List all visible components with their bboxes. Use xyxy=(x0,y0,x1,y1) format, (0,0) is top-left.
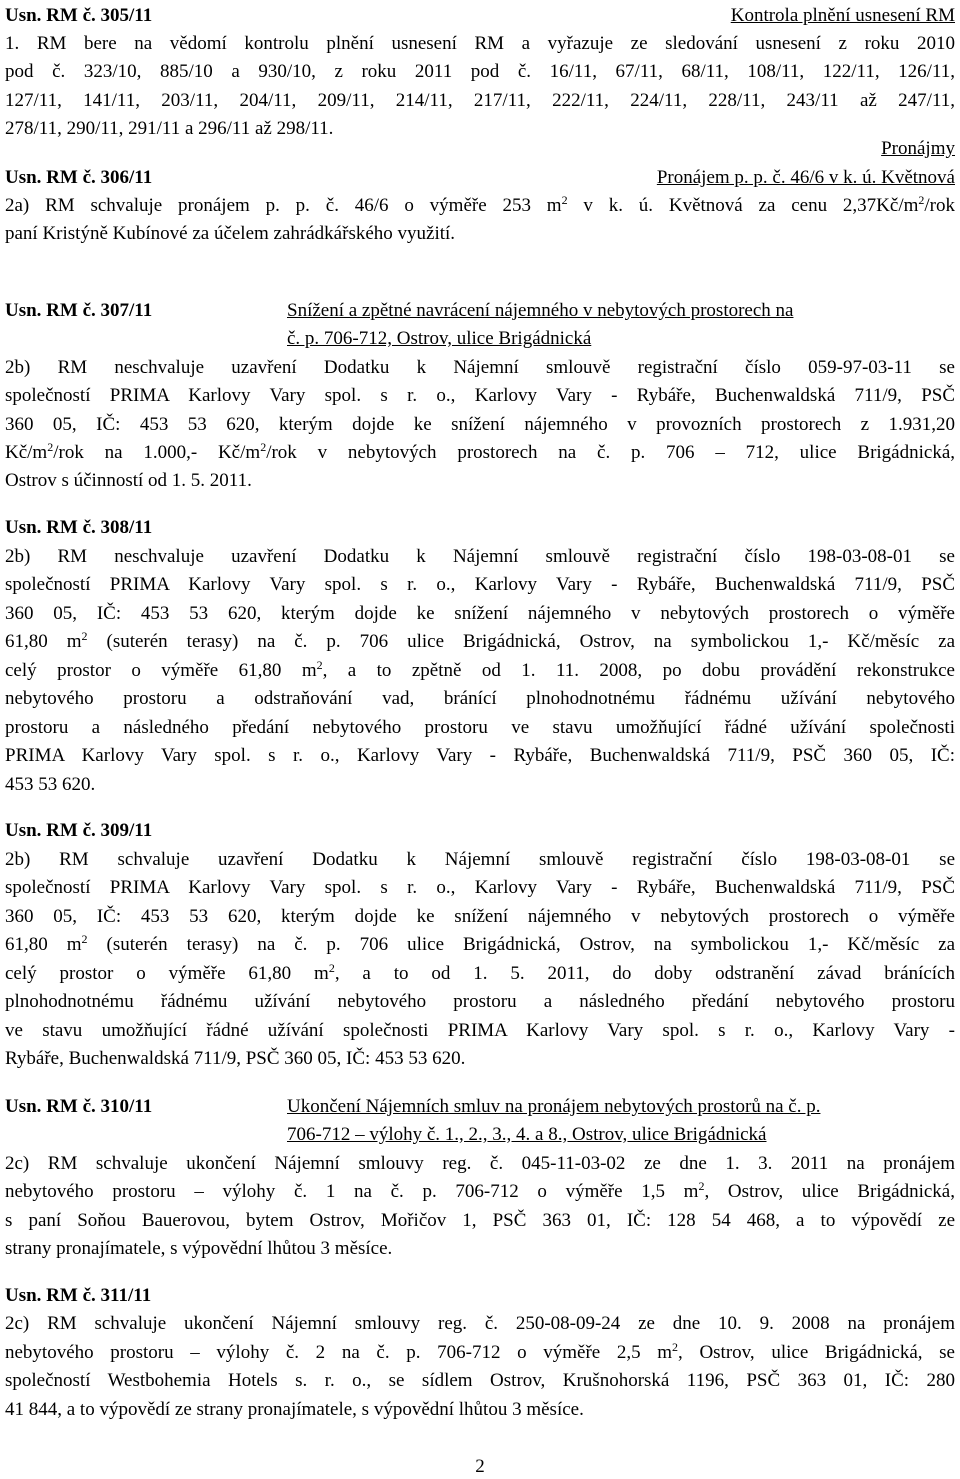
text-line: Ostrov s účinností od 1. 5. 2011. xyxy=(5,470,252,491)
resolution-310-heading xyxy=(5,1093,955,1121)
resolution-number: Usn. RM č. 310/11 xyxy=(5,1096,153,1117)
text-line: společností PRIMA Karlovy Vary spol. s r. o., Karlovy Vary - Rybáře, Buchenwaldská 711/9, PSČ xyxy=(5,385,955,406)
resolution-311-heading xyxy=(5,1282,955,1310)
section-heading xyxy=(5,135,955,163)
text-line: PRIMA Karlovy Vary spol. s r. o., Karlovy Vary - Rybáře, Buchenwaldská 711/9, PSČ 360 05, IČ: xyxy=(5,745,955,766)
resolution-title-cont xyxy=(5,325,955,353)
text-line: paní Kristýně Kubínové za účelem zahrádkářského využití. xyxy=(5,223,456,244)
text-line: pod č. 323/10, 885/10 a 930/10, z roku 2011 pod č. 16/11, 67/11, 68/11, 108/11, 122/11, 126/11, xyxy=(5,61,955,82)
text-line: 278/11, 290/11, 291/11 a 296/11 až 298/11. xyxy=(5,118,334,139)
text-line: 2b) RM schvaluje uzavření Dodatku k Nájemní smlouvě registrační číslo 198-03-08-01 se xyxy=(5,849,955,870)
text-line: nebytového prostoru – výlohy č. 2 na č. p. 706-712 o výměře 2,5 $m^2$, Ostrov, ulice Brigádnická, se xyxy=(5,1340,955,1363)
text-line: 1. RM bere na vědomí kontrolu plnění usnesení RM a vyřazuje ze sledování usnesení z roku 2010 xyxy=(5,33,955,54)
text-line: celý prostor o výměře 61,80 $m^2$, a to zpětně od 1. 11. 2008, po dobu provádění rekonstrukce xyxy=(5,658,955,681)
text-line: 360 05, IČ: 453 53 620, kterým dojde ke snížení nájemného v nebytových prostorech o výměře xyxy=(5,906,955,927)
resolution-number: Usn. RM č. 311/11 xyxy=(5,1285,152,1306)
resolution-308-heading xyxy=(5,514,955,542)
resolution-307-heading xyxy=(5,297,955,325)
text-line: 127/11, 141/11, 203/11, 204/11, 209/11, 214/11, 217/11, 222/11, 224/11, 228/11, 243/11 až 247/11, xyxy=(5,90,955,111)
resolution-title: Kontrola plnění usnesení RM xyxy=(730,5,955,26)
text-line: 360 05, IČ: 453 53 620, kterým dojde ke snížení nájemného v provozních prostorech z 1.931,20 xyxy=(5,414,955,435)
resolution-title: Ukončení Nájemních smluv na pronájem nebytových prostorů na č. p. xyxy=(287,1096,821,1117)
resolution-number: Usn. RM č. 307/11 xyxy=(5,300,153,321)
text-line: Rybáře, Buchenwaldská 711/9, PSČ 360 05, IČ: 453 53 620. xyxy=(5,1048,466,1069)
text-line: celý prostor o výměře 61,80 $m^2$, a to od 1. 5. 2011, do doby odstranění závad bránících xyxy=(5,961,955,984)
resolution-number: Usn. RM č. 306/11 xyxy=(5,167,153,188)
resolution-number: Usn. RM č. 305/11 xyxy=(5,5,153,26)
text-line: nebytového prostoru a odstraňování vad, bránící plnohodnotnému řádnému užívání nebytového xyxy=(5,688,955,709)
text-line: plnohodnotnému řádnému užívání nebytového prostoru a následného předání nebytového prostoru xyxy=(5,991,955,1012)
text-line: 2b) RM neschvaluje uzavření Dodatku k Nájemní smlouvě registrační číslo 059-97-03-11 se xyxy=(5,357,955,378)
section-title: Pronájmy xyxy=(881,138,955,159)
text-line: 61,80 $m^2$ (suterén terasy) na č. p. 706 ulice Brigádnická, Ostrov, na symbolickou 1,- Kč/měsíc za xyxy=(5,629,956,652)
text-line: společností PRIMA Karlovy Vary spol. s r. o., Karlovy Vary - Rybáře, Buchenwaldská 711/9, PSČ xyxy=(5,877,955,898)
text-line: společností PRIMA Karlovy Vary spol. s r. o., Karlovy Vary - Rybáře, Buchenwaldská 711/9, PSČ xyxy=(5,574,955,595)
page-number: 2 xyxy=(475,1456,485,1477)
text-line: 360 05, IČ: 453 53 620, kterým dojde ke snížení nájemného v nebytových prostorech o výměře xyxy=(5,603,955,624)
resolution-number: Usn. RM č. 309/11 xyxy=(5,820,153,841)
text-line: prostoru a následného předání nebytového prostoru ve stavu umožňující řádné užívání společnosti xyxy=(5,717,955,738)
resolution-title-line-2: 706-712 – výlohy č. 1., 2., 3., 4. a 8., Ostrov, ulice Brigádnická xyxy=(287,1124,767,1145)
text-line: 453 53 620. xyxy=(5,774,96,795)
resolution-title: Pronájem p. p. č. 46/6 v k. ú. Květnová xyxy=(656,167,955,188)
text-line: společností Westbohemia Hotels s. r. o., se sídlem Ostrov, Krušnohorská 1196, PSČ 363 01, IČ: 280 xyxy=(5,1370,955,1391)
text-line: 61,80 $m^2$ (suterén terasy) na č. p. 706 ulice Brigádnická, Ostrov, na symbolickou 1,- Kč/měsíc za xyxy=(5,932,956,955)
text-line: 2c) RM schvaluje ukončení Nájemní smlouvy reg. č. 045-11-03-02 ze dne 1. 3. 2011 na pronájem xyxy=(5,1153,955,1174)
resolution-title-line-2: č. p. 706-712, Ostrov, ulice Brigádnická xyxy=(287,328,592,349)
text-line: 2b) RM neschvaluje uzavření Dodatku k Nájemní smlouvě registrační číslo 198-03-08-01 se xyxy=(5,546,955,567)
text-line: 2c) RM schvaluje ukončení Nájemní smlouvy reg. č. 250-08-09-24 ze dne 10. 9. 2008 na pronájem xyxy=(5,1313,955,1334)
text-line: strany pronajímatele, s výpovědní lhůtou 3 měsíce. xyxy=(5,1238,393,1259)
text-line: 41 844, a to výpovědí ze strany pronajímatele, s výpovědní lhůtou 3 měsíce. xyxy=(5,1399,584,1420)
text-line: $Kč/m^2$/rok na 1.000,- $Kč/m^2$/rok v nebytových prostorech na č. p. 706 – 712, ulice Brigádnická, xyxy=(5,440,956,463)
resolution-title: Snížení a zpětné navrácení nájemného v nebytových prostorech na xyxy=(287,300,794,321)
text-line: s paní Soňou Bauerovou, bytem Ostrov, Mořičov 1, PSČ 363 01, IČ: 128 54 468, a to výpovědí ze xyxy=(5,1210,955,1231)
text-line: 2a) RM schvaluje pronájem p. p. č. 46/6 o výměře 253 $m^2$ v k. ú. Květnová za cenu $2,37Kč/m^2$/rok xyxy=(5,193,955,216)
resolution-number: Usn. RM č. 308/11 xyxy=(5,517,153,538)
resolution-title-cont xyxy=(5,1121,955,1149)
resolution-305-heading xyxy=(5,2,955,30)
resolution-306-heading xyxy=(5,164,955,192)
resolution-309-heading xyxy=(5,817,955,845)
text-line: nebytového prostoru – výlohy č. 1 na č. p. 706-712 o výměře 1,5 $m^2$, Ostrov, ulice Brigádnická, xyxy=(5,1179,955,1202)
text-line: ve stavu umožňující řádné užívání společnosti PRIMA Karlovy Vary spol. s r. o., Karlovy Vary - xyxy=(5,1020,955,1041)
